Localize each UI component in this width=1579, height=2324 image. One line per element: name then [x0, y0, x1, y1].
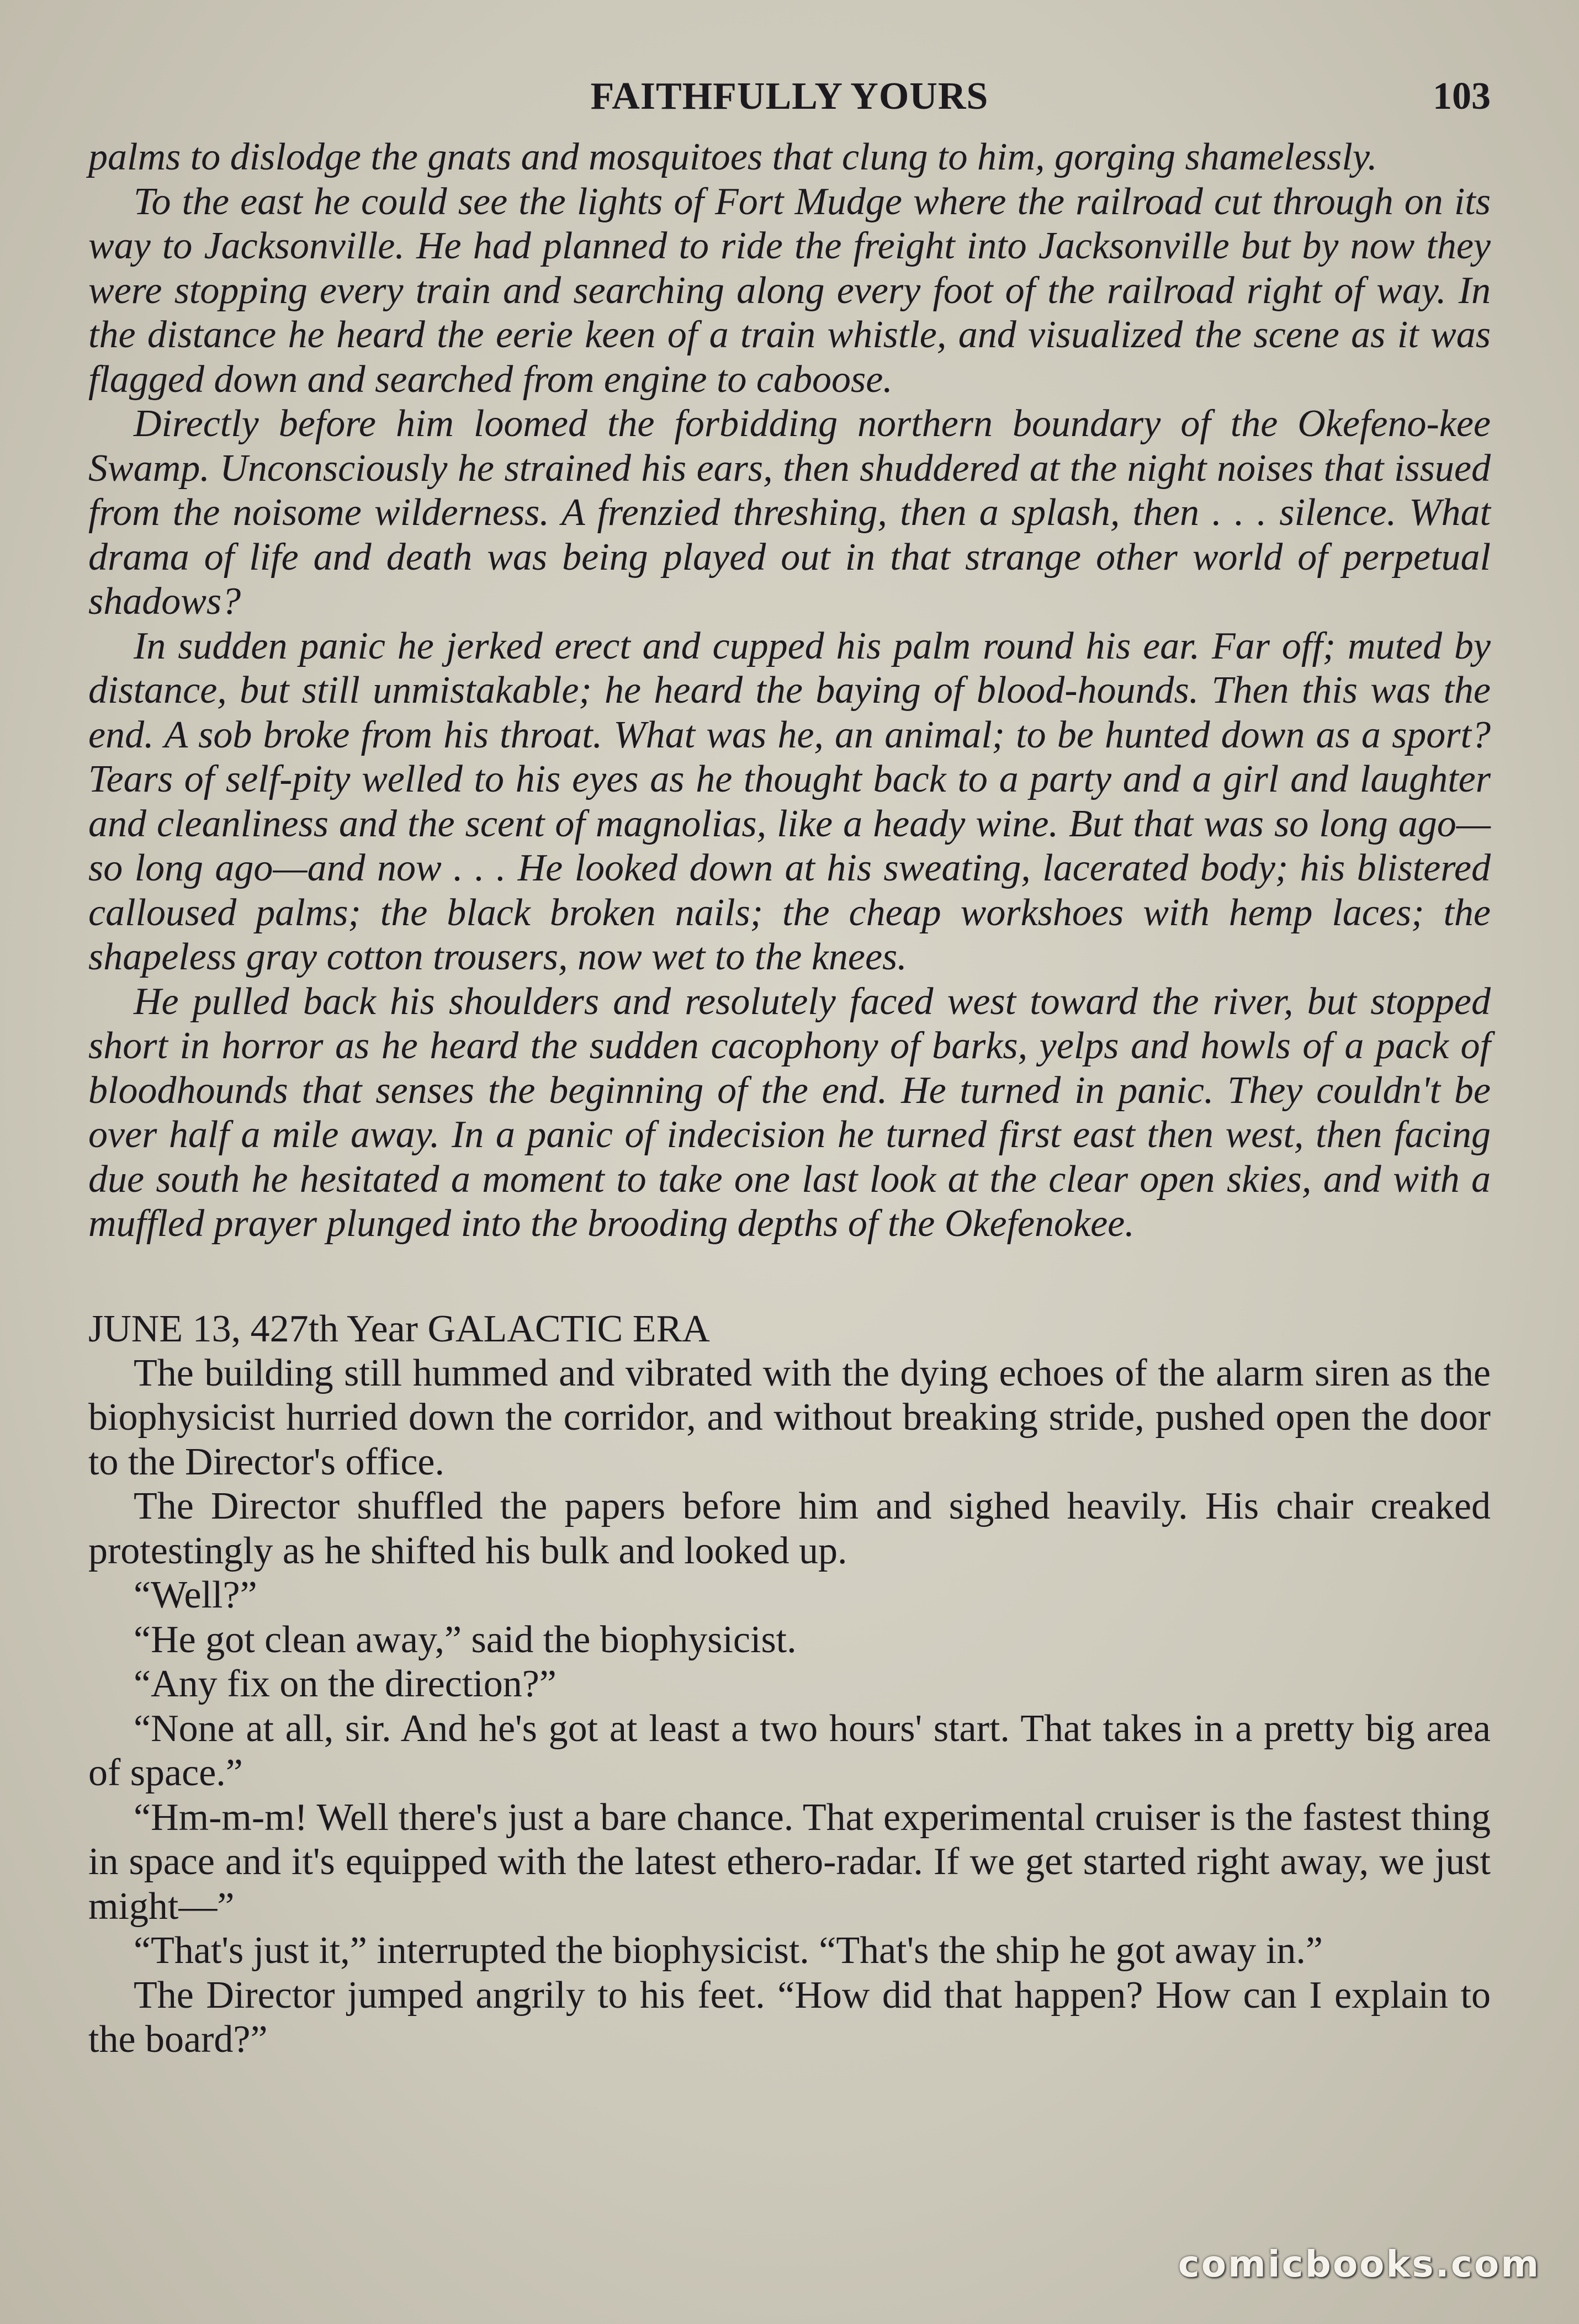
paragraph: The building still hummed and vibrated with the dying echoes of the alarm siren as the biophysicist hurried down the corridor, and without breaking stride, pushed open the door to the Director's office.	[88, 1351, 1491, 1483]
paragraph: palms to dislodge the gnats and mosquitoes that clung to him, gorging shamelessly.	[88, 136, 1377, 178]
paragraph: Directly before him loomed the forbidding northern boundary of the Okefeno-kee Swamp. Unconsciously he strained his ears, then shuddered at the night noises that issued from the noisome wilderness. A frenzied threshing, then a splash, then . . . silence. What drama of life and death was being played out in that strange other world of perpetual shadows?	[88, 402, 1491, 623]
running-title: FAITHFULLY YOURS	[590, 75, 989, 118]
section-break	[88, 1246, 1491, 1307]
watermark: comicbooks.com	[1178, 2243, 1540, 2285]
section-body	[88, 1351, 1491, 2062]
dialogue-line: “That's just it,” interrupted the biophysicist. “That's the ship he got away in.”	[134, 1929, 1323, 1972]
paragraph: In sudden panic he jerked erect and cupped his palm round his ear. Far off; muted by distance, but still unmistakable; he heard the baying of blood-hounds. Then this was the end. A sob broke from his throat. What was he, an animal; to be hunted down as a sport? Tears of self-pity welled to his eyes as he thought back to a party and a girl and laughter and cleanliness and the scent of magnolias, like a heady wine. But that was so long ago—so long ago—and now . . . He looked down at his sweating, lacerated body; his blistered calloused palms; the black broken nails; the cheap workshoes with hemp laces; the shapeless gray cotton trousers, now wet to the knees.	[88, 624, 1491, 978]
paragraph: To the east he could see the lights of Fort Mudge where the railroad cut through on its way to Jacksonville. He had planned to ride the freight into Jacksonville but by now they were stopping every train and searching along every foot of the railroad right of way. In the distance he heard the eerie keen of a train whistle, and visualized the scene as it was flagged down and searched from engine to caboose.	[88, 180, 1491, 401]
paragraph: The Director shuffled the papers before him and sighed heavily. His chair creaked protestingly as he shifted his bulk and looked up.	[88, 1485, 1491, 1572]
dialogue-line: “None at all, sir. And he's got at least a two hours' start. That takes in a pretty big area of space.”	[88, 1707, 1491, 1794]
section-dateline: JUNE 13, 427th Year GALACTIC ERA	[88, 1307, 710, 1350]
paragraph: The Director jumped angrily to his feet. “How did that happen? How can I explain to the board?”	[88, 1973, 1491, 2061]
dialogue-line: “He got clean away,” said the biophysicist.	[134, 1618, 797, 1661]
italic-narrative	[88, 135, 1491, 1246]
book-page	[88, 75, 1491, 2272]
dialogue-line: “Any fix on the direction?”	[134, 1663, 557, 1705]
running-header	[88, 75, 1491, 130]
page-number: 103	[1433, 75, 1491, 118]
dialogue-line: “Well?”	[134, 1574, 257, 1616]
paragraph: He pulled back his shoulders and resolutely faced west toward the river, but stopped short in horror as he heard the sudden cacophony of barks, yelps and howls of a pack of bloodhounds that senses the beginning of the end. He turned in panic. They couldn't be over half a mile away. In a panic of indecision he turned first east then west, then facing due south he hesitated a moment to take one last look at the clear open skies, and with a muffled prayer plunged into the brooding depths of the Okefenokee.	[88, 980, 1491, 1245]
dialogue-line: “Hm-m-m! Well there's just a bare chance. That experimental cruiser is the fastest thing in space and it's equipped with the latest ethero-radar. If we get started right away, we just might—”	[88, 1796, 1491, 1928]
